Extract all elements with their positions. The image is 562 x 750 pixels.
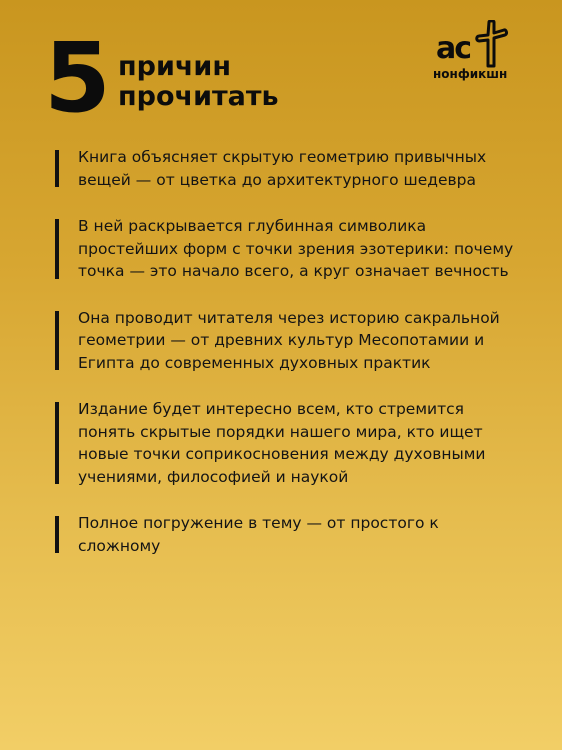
reason-text: Издание будет интересно всем, кто стремится понять скрытые порядки нашего мира, кто ищет новые точки соприкосновения между духовными учениями, философией и наукой — [78, 400, 486, 486]
bullet-bar — [55, 150, 59, 187]
bullet-bar — [55, 219, 59, 279]
reason-text: Она проводит читателя через историю сакральной геометрии — от древних культур Месопотамии и Египта до современных духовных практик — [78, 308, 500, 372]
reasons-list — [55, 146, 525, 581]
bullet-bar — [55, 311, 59, 371]
header — [44, 22, 518, 138]
list-item — [55, 215, 525, 283]
reason-text: Книга объясняет скрытую геометрию привычных вещей — от цветка до архитектурного шедевра — [78, 148, 487, 189]
cactus-cross-icon — [472, 20, 516, 68]
logo-subtitle: нонфикшн — [433, 67, 508, 81]
publisher-logo — [428, 20, 518, 100]
bullet-bar — [55, 516, 59, 553]
logo-brand: ас — [436, 31, 471, 66]
list-item — [55, 307, 525, 375]
bullet-bar — [55, 402, 59, 484]
page-title — [118, 52, 279, 112]
list-item — [55, 146, 525, 191]
title-line-2: прочитать — [118, 81, 279, 112]
title-line-1: причин — [118, 51, 232, 82]
reason-text: В ней раскрывается глубинная символика простейших форм с точки зрения эзотерики: почему точка — это начало всего, а круг означает вечность — [78, 217, 514, 280]
reasons-count: 5 — [44, 22, 109, 134]
reason-text: Полное погружение в тему — от простого к сложному — [78, 514, 439, 555]
list-item — [55, 512, 525, 557]
list-item — [55, 398, 525, 488]
